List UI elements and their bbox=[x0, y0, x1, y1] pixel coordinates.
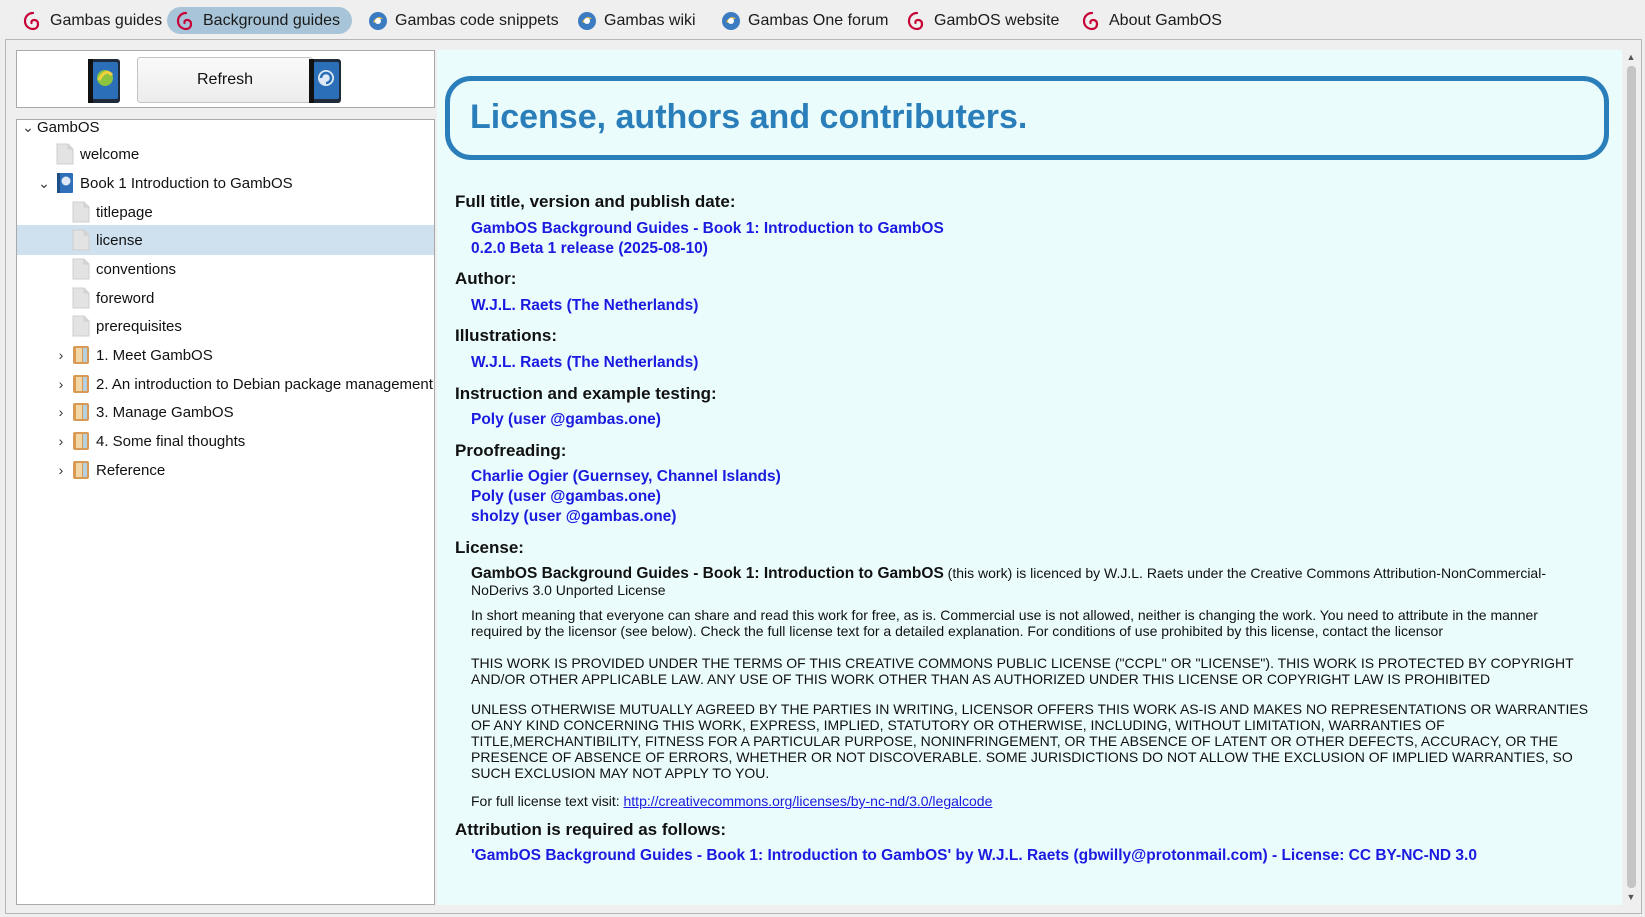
license-summary: In short meaning that everyone can share and read this work for free, as is. Commercial use is not allowed, neither is changing the work. You need to attribute in the manner required by the licensor (see below). Check the full license text for a detailed explanation. For conditions of use prohibited by this license, contact the licensor bbox=[471, 607, 1538, 639]
tab-label: Background guides bbox=[203, 11, 340, 29]
gambas-icon bbox=[720, 10, 742, 32]
heading-attribution: Attribution is required as follows: bbox=[455, 820, 727, 839]
tree-item-book-1[interactable]: ⌄ Book 1 Introduction to GambOS bbox=[17, 168, 434, 198]
debian-gambas-icon bbox=[22, 10, 44, 32]
content-scrollbar[interactable] bbox=[1624, 50, 1638, 905]
gambas-icon bbox=[576, 10, 598, 32]
gambas-icon bbox=[367, 10, 389, 32]
guide-tab-bar bbox=[0, 0, 1645, 40]
page-icon bbox=[71, 258, 91, 280]
license-warranty: UNLESS OTHERWISE MUTUALLY AGREED BY THE PARTIES IN WRITING, LICENSOR OFFERS THIS WORK AS-IS AND MAKES NO REPRESENTATIONS OR WARRANTIES OF ANY KIND CONCERNING THIS WORK, EXPRESS, IMPLIED, STATUTORY OR OTHERWISE, INCLUDING, WITHOUT LIMITATION, WARRANTIES OF TITLE,MERCHANTIBILITY, FITNESS FOR A PARTICULAR PURPOSE, NONINFRINGEMENT, OR THE ABSENCE OF LATENT OR OTHER DEFECTS, ACCURACY, OR THE PRESENCE OF ABSENCE OF ERRORS, WHETHER OR NOT DISCOVERABLE. SOME JURISDICTIONS DO NOT ALLOW THE EXCLUSION OF IMPLIED WARRANTIES, SO SUCH EXCLUSION MAY NOT APPLY TO YOU. bbox=[471, 701, 1589, 781]
testing-value: Poly (user @gambas.one) bbox=[471, 411, 661, 428]
chevron-right-icon[interactable]: › bbox=[58, 347, 64, 363]
tab-gambas-code-snippets[interactable] bbox=[359, 7, 567, 34]
page-icon bbox=[71, 315, 91, 337]
proofreader-item: Charlie Ogier (Guernsey, Channel Islands) bbox=[471, 468, 781, 485]
illustrations-value: W.J.L. Raets (The Netherlands) bbox=[471, 354, 699, 371]
heading-license: License: bbox=[455, 538, 524, 557]
tab-label: About GambOS bbox=[1109, 11, 1222, 29]
tab-label: Gambas wiki bbox=[604, 11, 696, 29]
tree-item-chapter-3[interactable]: › 3. Manage GambOS bbox=[17, 397, 434, 427]
debian-swirl-icon bbox=[175, 10, 197, 32]
chapter-icon bbox=[71, 344, 91, 366]
chevron-right-icon[interactable]: › bbox=[58, 433, 64, 449]
guide-tree bbox=[16, 119, 435, 905]
tab-label: Gambas guides bbox=[50, 11, 163, 29]
license-terms: THIS WORK IS PROVIDED UNDER THE TERMS OF THIS CREATIVE COMMONS PUBLIC LICENSE ("CCPL" OR "LICENSE"). THIS WORK IS PROTECTED BY COPYRIGHT AND/OR OTHER APPLICABLE LAW. ANY USE OF THIS WORK OTHER THAN AS AUTHORIZED UNDER THIS LICENSE OR COPYRIGHT LAW IS PROHIBITED bbox=[471, 655, 1574, 687]
license-statement-text: (this work) is licenced by W.J.L. Raets under the Creative Commons Attribution-NonCommercial-NoDerivs 3.0 Unported License bbox=[471, 565, 1546, 598]
license-work-title: GambOS Background Guides - Book 1: Introduction to GambOS bbox=[471, 565, 944, 582]
chapter-icon bbox=[71, 459, 91, 481]
tab-about-gambos[interactable] bbox=[1073, 7, 1230, 34]
heading-proofreading: Proofreading: bbox=[455, 441, 567, 460]
book-icon bbox=[55, 172, 75, 194]
debian-swirl-icon bbox=[906, 10, 928, 32]
heading-full-title: Full title, version and publish date: bbox=[455, 192, 736, 211]
tree-item-chapter-2[interactable]: › 2. An introduction to Debian package management bbox=[17, 369, 434, 399]
heading-illustrations: Illustrations: bbox=[455, 326, 558, 345]
chevron-down-icon[interactable]: ⌄ bbox=[22, 119, 34, 135]
page-icon bbox=[71, 287, 91, 309]
debian-swirl-icon bbox=[1081, 10, 1103, 32]
page-icon bbox=[71, 229, 91, 251]
chevron-right-icon[interactable]: › bbox=[58, 462, 64, 478]
tree-item-reference[interactable]: › Reference bbox=[17, 455, 434, 485]
tree-item-prerequisites[interactable]: prerequisites bbox=[17, 311, 434, 341]
author-value: W.J.L. Raets (The Netherlands) bbox=[471, 297, 699, 314]
scroll-up-arrow-icon[interactable]: ▲ bbox=[1626, 52, 1636, 62]
scrollbar-thumb[interactable] bbox=[1627, 66, 1636, 888]
license-statement bbox=[471, 565, 1591, 598]
tree-item-chapter-4[interactable]: › 4. Some final thoughts bbox=[17, 426, 434, 456]
document-view bbox=[437, 50, 1622, 905]
license-link[interactable]: http://creativecommons.org/licenses/by-nc-nd/3.0/legalcode bbox=[623, 793, 993, 809]
version-value: 0.2.0 Beta 1 release (2025-08-10) bbox=[471, 240, 708, 257]
chapter-icon bbox=[71, 373, 91, 395]
chevron-down-icon[interactable]: ⌄ bbox=[38, 174, 50, 191]
chapter-icon bbox=[71, 401, 91, 423]
tab-gambas-guides[interactable] bbox=[14, 7, 170, 34]
refresh-button[interactable]: Refresh bbox=[137, 57, 313, 103]
tree-item-foreword[interactable]: foreword bbox=[17, 283, 434, 313]
tree-item-chapter-1[interactable]: › 1. Meet GambOS bbox=[17, 340, 434, 370]
page-icon bbox=[71, 201, 91, 223]
proofreader-item: sholzy (user @gambas.one) bbox=[471, 508, 677, 525]
tab-gambos-website[interactable] bbox=[898, 7, 1067, 34]
tab-label: GambOS website bbox=[934, 11, 1060, 29]
tree-root-gambos[interactable]: ⌄ GambOS bbox=[22, 119, 100, 136]
next-book-icon[interactable] bbox=[306, 58, 344, 104]
title-box bbox=[445, 76, 1609, 160]
heading-author: Author: bbox=[455, 269, 517, 288]
page-title: License, authors and contributers. bbox=[470, 98, 1028, 136]
license-full-text bbox=[471, 793, 1591, 809]
full-title-value: GambOS Background Guides - Book 1: Introduction to GambOS bbox=[471, 220, 944, 237]
license-full-prefix: For full license text visit: bbox=[471, 793, 624, 809]
tab-background-guides[interactable] bbox=[167, 7, 352, 34]
chapter-icon bbox=[71, 430, 91, 452]
proofreader-item: Poly (user @gambas.one) bbox=[471, 488, 661, 505]
book-toolbar bbox=[16, 50, 435, 108]
tab-label: Gambas code snippets bbox=[395, 11, 559, 29]
previous-book-icon[interactable] bbox=[85, 58, 123, 104]
chevron-right-icon[interactable]: › bbox=[58, 404, 64, 420]
chevron-right-icon[interactable]: › bbox=[58, 376, 64, 392]
scroll-down-arrow-icon[interactable]: ▼ bbox=[1626, 892, 1636, 902]
page-icon bbox=[55, 143, 75, 165]
attribution-value: 'GambOS Background Guides - Book 1: Introduction to GambOS' by W.J.L. Raets (gbwilly@protonmail.com) - License: CC BY-NC-ND 3.0 bbox=[471, 847, 1477, 864]
tab-label: Gambas One forum bbox=[748, 11, 889, 29]
heading-testing: Instruction and example testing: bbox=[455, 384, 717, 403]
tree-item-welcome[interactable]: welcome bbox=[17, 139, 434, 169]
tree-item-conventions[interactable]: conventions bbox=[17, 254, 434, 284]
tree-item-license[interactable]: license bbox=[17, 225, 434, 255]
tab-gambas-one-forum[interactable] bbox=[712, 7, 897, 34]
tree-item-titlepage[interactable]: titlepage bbox=[17, 197, 434, 227]
tab-gambas-wiki[interactable] bbox=[568, 7, 704, 34]
